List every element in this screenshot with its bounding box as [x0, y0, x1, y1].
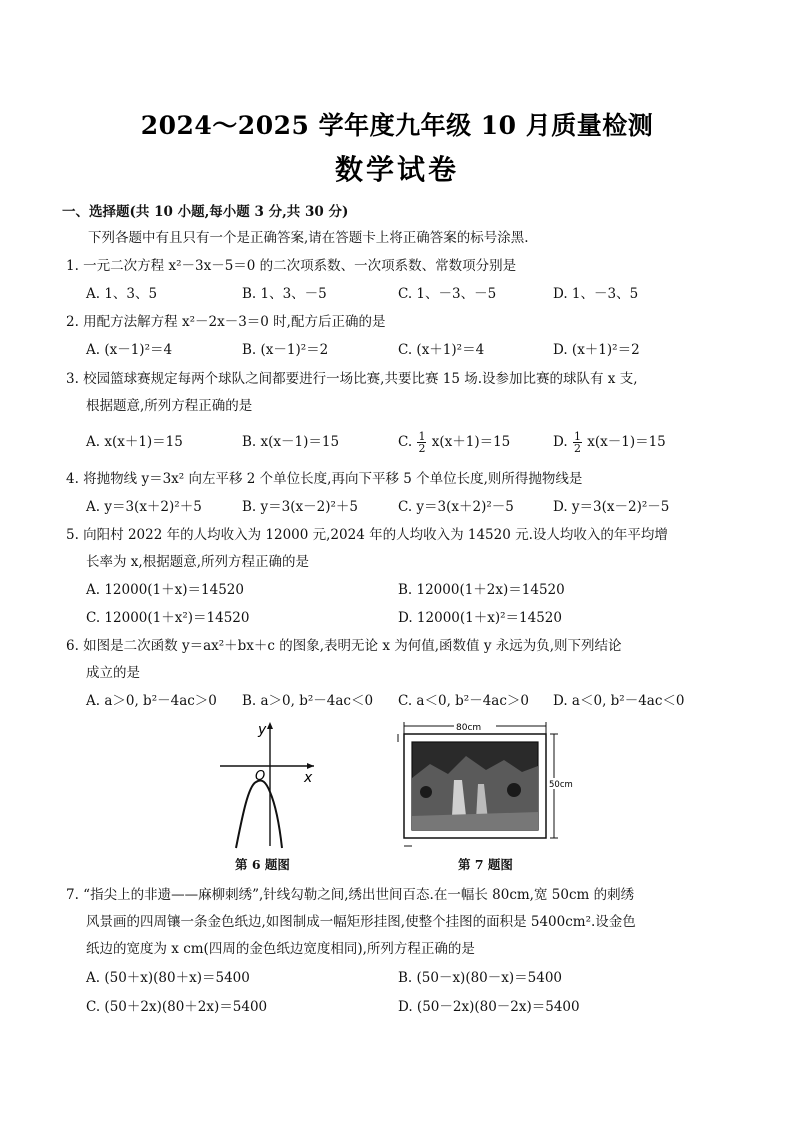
q4-option-c: C. y＝3(x＋2)²－5: [398, 499, 514, 515]
q2-option-a: A. (x－1)²＝4: [86, 342, 173, 358]
q5-option-c: C. 12000(1＋x²)＝14520: [86, 610, 250, 626]
fraction-numerator: 1: [573, 430, 581, 443]
q7-option-a: A. (50＋x)(80＋x)＝5400: [86, 970, 250, 986]
q3-option-d-expr: x(x－1)＝15: [587, 434, 666, 450]
tree: [420, 786, 432, 798]
exam-subtitle: 数学试卷: [334, 153, 459, 186]
q3-option-d: [553, 427, 666, 457]
height-label: 50cm: [549, 780, 573, 790]
q7-stem-line2: 风景画的四周镶一条金色纸边,如图制成一幅矩形挂图,使整个挂图的面积是 5400cm².设金色: [86, 914, 636, 930]
q2-stem: 2. 用配方法解方程 x²－2x－3＝0 时,配方后正确的是: [66, 314, 386, 330]
q2-option-b: B. (x－1)²＝2: [242, 342, 329, 358]
q5-option-a: A. 12000(1＋x)＝14520: [86, 582, 244, 598]
exam-title: 2024～2025 学年度九年级 10 月质量检测: [140, 111, 654, 140]
fraction-denominator: 2: [573, 442, 581, 455]
q4-option-b: B. y＝3(x－2)²＋5: [242, 499, 358, 515]
q3-option-c-label: C.: [398, 434, 413, 450]
q7-stem-line3: 纸边的宽度为 x cm(四周的金色纸边宽度相同),所列方程正确的是: [86, 941, 475, 957]
q3-option-b: B. x(x－1)＝15: [242, 434, 340, 450]
q3-stem-line2: 根据题意,所列方程正确的是: [86, 398, 253, 414]
q7-stem-line1: 7. “指尖上的非遗——麻柳刺绣”,针线勾勒之间,绣出世间百态.在一幅长 80cm,宽 50cm 的刺绣: [66, 887, 635, 903]
parabola-curve: [236, 780, 282, 848]
q3-option-c-expr: x(x＋1)＝15: [431, 434, 511, 450]
q3-option-c: [398, 427, 510, 457]
fraction-denominator: 2: [418, 442, 426, 455]
q5-stem-line2: 长率为 x,根据题意,所列方程正确的是: [86, 554, 309, 570]
q3-option-a: A. x(x＋1)＝15: [86, 434, 183, 450]
q7-option-c: C. (50＋2x)(80＋2x)＝5400: [86, 999, 268, 1015]
q1-option-c: C. 1、－3、－5: [398, 286, 497, 302]
q7-option-b: B. (50－x)(80－x)＝5400: [398, 970, 563, 986]
q4-stem: 4. 将抛物线 y＝3x² 向左平移 2 个单位长度,再向下平移 5 个单位长度,则所得抛物线是: [66, 471, 583, 487]
q2-option-c: C. (x＋1)²＝4: [398, 342, 485, 358]
x-axis-label: x: [304, 770, 313, 786]
figure-6-parabola-graph: [218, 718, 328, 850]
q6-option-b: B. a＞0, b²－4ac＜0: [242, 693, 374, 709]
section-instruction: 下列各题中有且只有一个是正确答案,请在答题卡上将正确答案的标号涂黑.: [88, 230, 529, 246]
fraction-numerator: 1: [418, 430, 426, 443]
q3-option-d-label: D.: [553, 434, 568, 450]
q6-stem-line2: 成立的是: [86, 665, 140, 681]
x-axis-arrow: [307, 763, 314, 769]
q1-option-d: D. 1、－3、5: [553, 286, 639, 302]
q3-option-c-fraction: [417, 431, 426, 454]
q4-option-a: A. y＝3(x＋2)²＋5: [86, 499, 202, 515]
q5-stem-line1: 5. 向阳村 2022 年的人均收入为 12000 元,2024 年的人均收入为 14520 元.设人均收入的年平均增: [66, 527, 668, 543]
q3-option-d-fraction: [573, 431, 582, 454]
tree: [507, 783, 521, 797]
y-axis-label: y: [258, 722, 267, 738]
q6-option-a: A. a＞0, b²－4ac＞0: [86, 693, 217, 709]
y-axis-arrow: [267, 722, 273, 729]
q2-option-d: D. (x＋1)²＝2: [553, 342, 640, 358]
q6-option-d: D. a＜0, b²－4ac＜0: [553, 693, 685, 709]
q1-stem: 1. 一元二次方程 x²－3x－5＝0 的二次项系数、一次项系数、常数项分别是: [66, 258, 517, 274]
q6-stem-line1: 6. 如图是二次函数 y＝ax²＋bx＋c 的图象,表明无论 x 为何值,函数值 y 永远为负,则下列结论: [66, 638, 622, 654]
q5-option-b: B. 12000(1＋2x)＝14520: [398, 582, 565, 598]
q5-option-d: D. 12000(1＋x)²＝14520: [398, 610, 562, 626]
q7-option-d: D. (50－2x)(80－2x)＝5400: [398, 999, 580, 1015]
width-label: 80cm: [456, 723, 482, 733]
q1-option-a: A. 1、3、5: [86, 286, 158, 302]
section-header: 一、选择题(共 10 小题,每小题 3 分,共 30 分): [62, 204, 349, 220]
figure-6-caption: 第 6 题图: [235, 857, 290, 872]
q1-option-b: B. 1、3、－5: [242, 286, 327, 302]
figure-7-caption: 第 7 题图: [458, 857, 513, 872]
q6-option-c: C. a＜0, b²－4ac＞0: [398, 693, 529, 709]
figure-7-framed-picture: [396, 720, 576, 852]
q3-stem-line1: 3. 校园篮球赛规定每两个球队之间都要进行一场比赛,共要比赛 15 场.设参加比赛的球队有 x 支,: [66, 371, 638, 387]
origin-label: O: [255, 769, 266, 784]
q4-option-d: D. y＝3(x－2)²－5: [553, 499, 670, 515]
